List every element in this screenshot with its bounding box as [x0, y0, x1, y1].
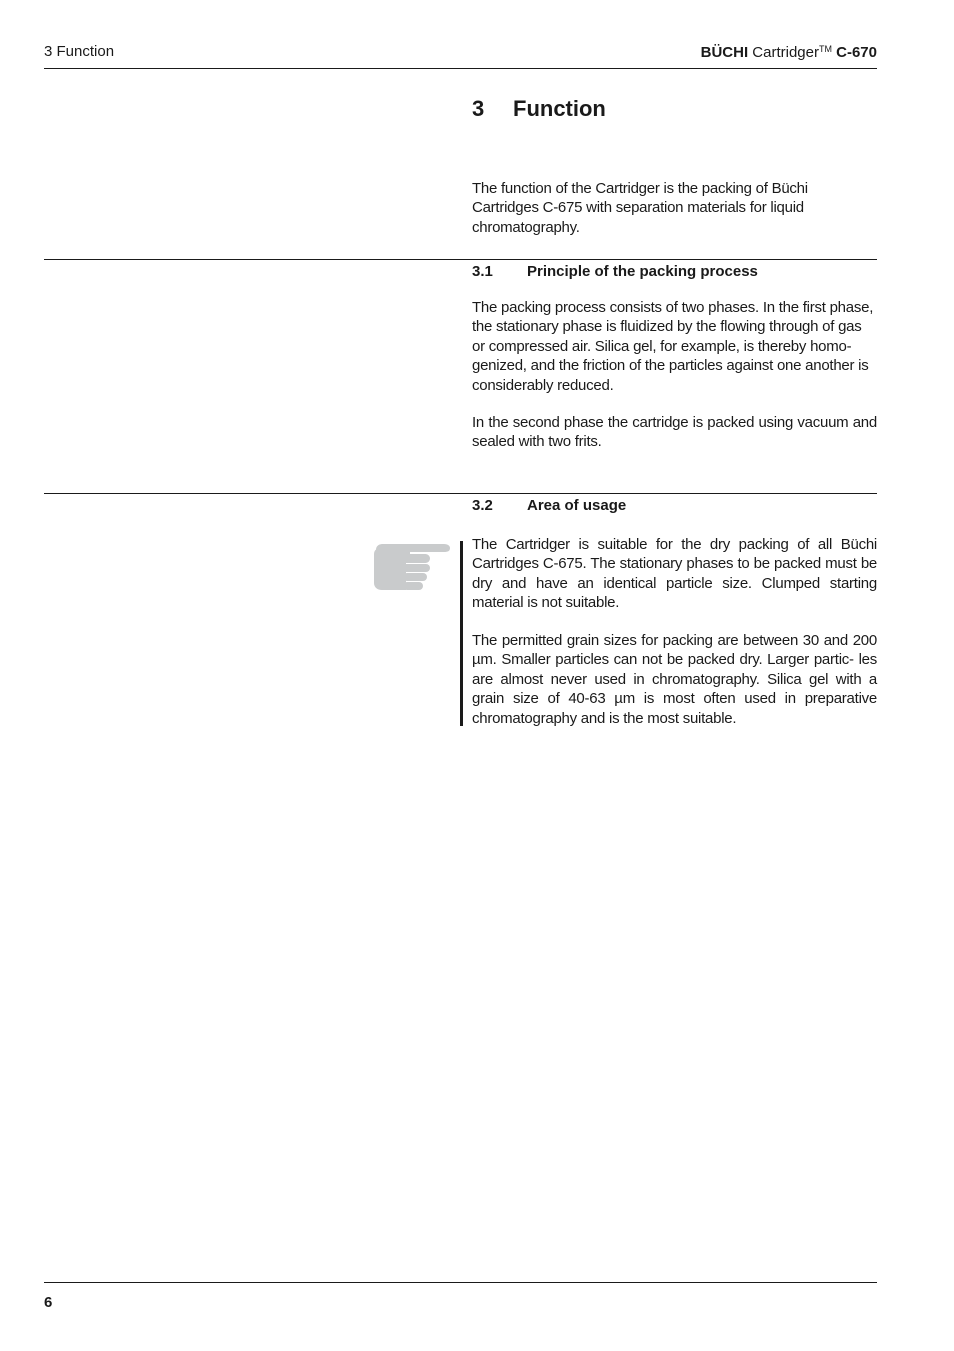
chapter-heading [472, 96, 606, 122]
chapter-title: Function [513, 96, 606, 121]
section-number: 3.2 [472, 497, 493, 514]
section-paragraph: In the second phase the cartridge is packed using vacuum and sealed with two frits. [472, 414, 877, 451]
footer-rule [44, 1282, 877, 1283]
section-paragraph: The packing process consists of two phases. In the first phase, the stationary phase is fluidized by the flowing through of gas or compressed air. Silica gel, for example, is thereby homo- genized, and the friction of the particles against one another is considerably reduced. [472, 299, 874, 394]
section-rule [44, 493, 877, 494]
section-paragraph: The permitted grain sizes for packing are between 30 and 200 µm. Smaller particles can not be packed dry. Larger partic- les are almost never used in chromatography. Silica gel with a grain size of 40-63 µm is most often used in preparative chromatography and is the most suitable. [472, 632, 877, 727]
product-name: Cartridger [752, 44, 819, 61]
trademark-mark: TM [818, 44, 832, 54]
model-name: C-670 [836, 44, 877, 61]
chapter-intro: The function of the Cartridger is the packing of Büchi Cartridges C-675 with separation materials for liquid chromatography. [472, 180, 808, 236]
chapter-number: 3 [472, 96, 485, 121]
note-margin-bar [460, 541, 463, 726]
running-header-title [701, 44, 877, 61]
section-rule [44, 259, 877, 260]
section-title: Principle of the packing process [527, 263, 758, 280]
page-number: 6 [44, 1294, 53, 1311]
section-title: Area of usage [527, 497, 627, 514]
section-paragraph: The Cartridger is suitable for the dry packing of all Büchi Cartridges C-675. The stationary phases to be packed must be dry and have an identical particle size. Clumped starting material is not suitable. [472, 536, 877, 612]
section-heading [472, 263, 758, 280]
pointing-hand-icon [370, 540, 450, 592]
section-number: 3.1 [472, 263, 493, 280]
running-header-section: 3 Function [44, 43, 115, 60]
section-heading [472, 497, 626, 514]
brand-name: BÜCHI [700, 44, 749, 61]
header-rule [44, 68, 877, 69]
